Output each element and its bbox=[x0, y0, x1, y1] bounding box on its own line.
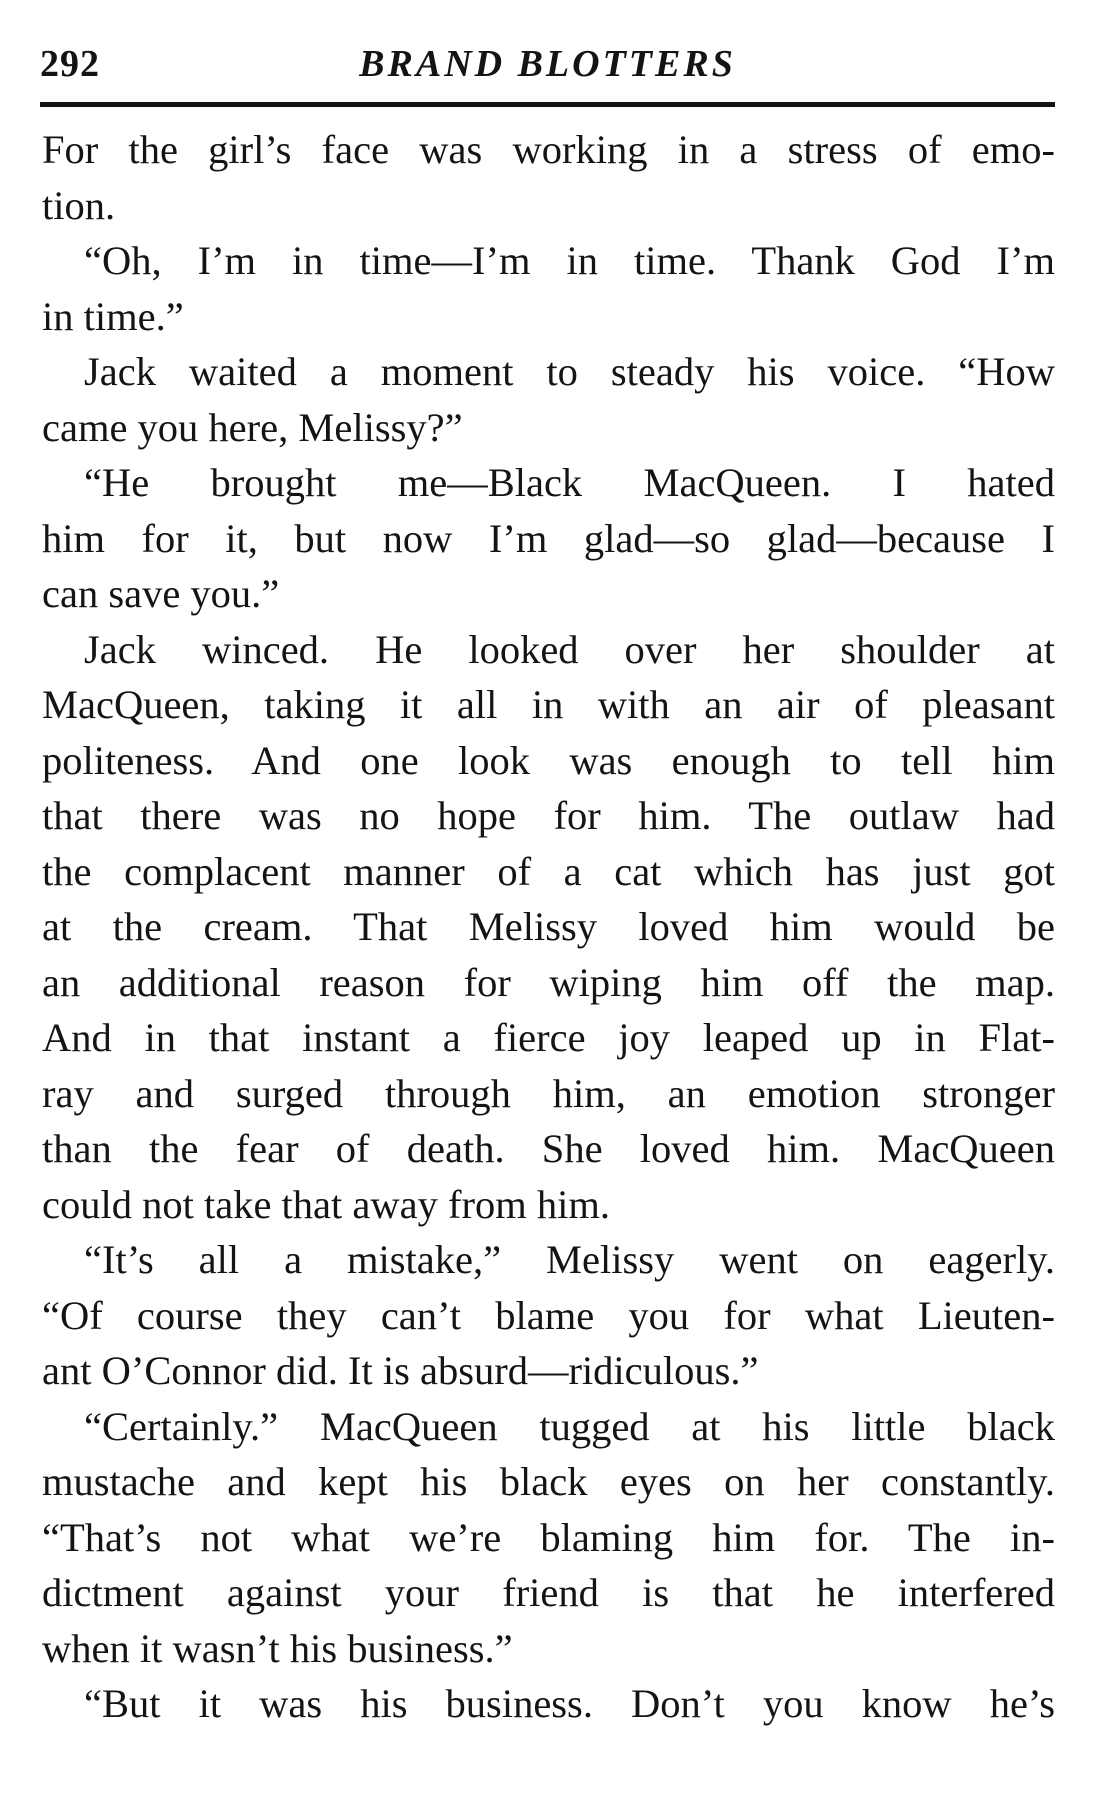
text-line: came you here, Melissy?” bbox=[42, 404, 463, 450]
text-line: in time.” bbox=[42, 293, 184, 339]
text-line: And in that instant a fierce joy leaped up in Flat- bbox=[42, 1015, 1055, 1060]
text-line: him for it, but now I’m glad—so glad—because I bbox=[42, 515, 1055, 561]
text-line: “Oh, I’m in time—I’m in time. Thank God I’m bbox=[84, 238, 1055, 283]
text-line: mustache and kept his black eyes on her constantly. bbox=[42, 1459, 1055, 1504]
text-line: dictment against your friend is that he interfered bbox=[42, 1570, 1055, 1615]
text-line: “But it was his business. Don’t you know he’s bbox=[84, 1681, 1055, 1726]
text-line: can save you.” bbox=[42, 571, 280, 616]
text-line: “That’s not what we’re blaming him for. The in- bbox=[42, 1514, 1055, 1560]
text-line: politeness. And one look was enough to tell him bbox=[42, 737, 1055, 783]
text-line: “Certainly.” MacQueen tugged at his little black bbox=[84, 1403, 1055, 1449]
text-line: ant O’Connor did. It is absurd—ridiculous.” bbox=[42, 1348, 759, 1393]
text-line: ray and surged through him, an emotion stronger bbox=[42, 1070, 1055, 1116]
book-title: BRAND BLOTTERS bbox=[359, 43, 736, 85]
text-line: could not take that away from him. bbox=[42, 1181, 610, 1227]
text-line: that there was no hope for him. The outlaw had bbox=[42, 793, 1055, 838]
text-line: tion. bbox=[42, 182, 116, 228]
text-line: For the girl’s face was working in a stress of emo- bbox=[42, 127, 1055, 172]
running-head bbox=[40, 36, 1055, 96]
header-rule bbox=[40, 102, 1055, 107]
text-line: “Of course they can’t blame you for what Lieuten- bbox=[42, 1292, 1055, 1338]
text-line: than the fear of death. She loved him. MacQueen bbox=[42, 1126, 1055, 1171]
text-line: an additional reason for wiping him off the map. bbox=[42, 959, 1055, 1005]
body-text bbox=[42, 122, 1055, 1732]
text-line: at the cream. That Melissy loved him would be bbox=[42, 904, 1055, 949]
text-line: the complacent manner of a cat which has just got bbox=[42, 848, 1055, 894]
text-line: “It’s all a mistake,” Melissy went on eagerly. bbox=[84, 1237, 1055, 1282]
text-line: “He brought me—Black MacQueen. I hated bbox=[84, 460, 1055, 505]
page-number: 292 bbox=[40, 43, 100, 85]
text-line: Jack winced. He looked over her shoulder at bbox=[84, 626, 1055, 672]
text-line: MacQueen, taking it all in with an air of pleasant bbox=[42, 682, 1055, 727]
text-line: Jack waited a moment to steady his voice. “How bbox=[84, 349, 1055, 394]
text-line: when it wasn’t his business.” bbox=[42, 1625, 513, 1671]
